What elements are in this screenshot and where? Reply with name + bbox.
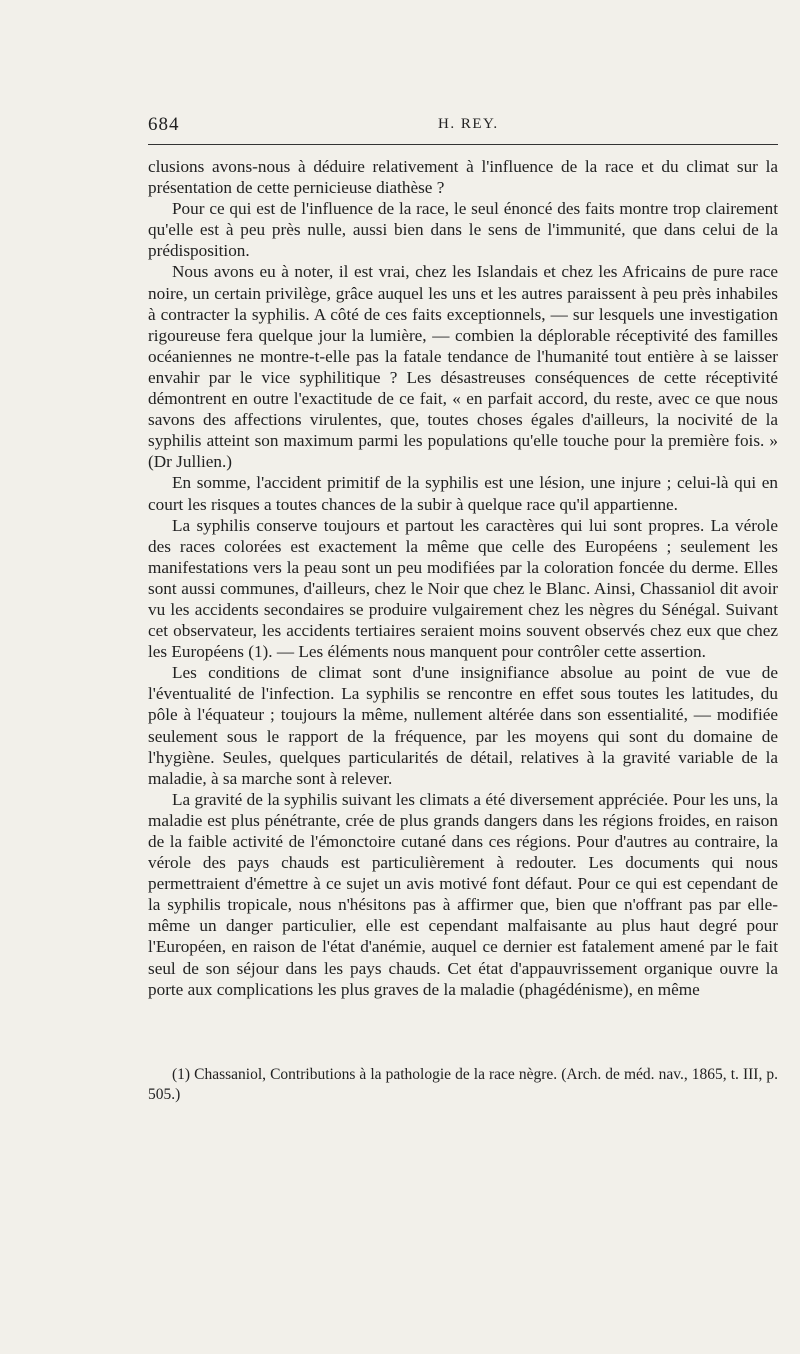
paragraph-2: Pour ce qui est de l'influence de la race, le seul énoncé des faits montre trop clairement qu'elle est à peu près nulle, aussi bien dans le sens de l'immunité, que dans celui de la prédisposition.	[148, 199, 778, 261]
paragraph-5: La syphilis conserve toujours et partout les caractères qui lui sont propres. La vérole des races colorées est exactement la même que celle des Européens ; seulement les manifestations vers la peau sont un peu modifiées par la coloration foncée du derme. Elles sont aussi communes, d'ailleurs, chez le Noir que chez le Blanc. Ainsi, Chassaniol dit avoir vu les accidents secondaires se produire vulgairement chez les nègres du Sénégal. Suivant cet observateur, les accidents tertiaires seraient moins souvent observés chez eux que chez les Européens (1). — Les éléments nous manquent pour contrôler cette assertion.	[148, 515, 778, 662]
running-title: H. REY.	[438, 116, 499, 132]
paragraph-1: clusions avons-nous à déduire relativement à l'influence de la race et du climat sur la présentation de cette pernicieuse diathèse ?	[148, 157, 778, 198]
paragraph-6: Les conditions de climat sont d'une insignifiance absolue au point de vue de l'éventualité de l'infection. La syphilis se rencontre en effet sous toutes les latitudes, du pôle à l'équateur ; toujours la même, nullement altérée dans son essentialité, — modifiée seulement sous le rapport de la fréquence, par les moyens qui sont du domaine de l'hygiène. Seules, quelques particularités de détail, relatives à la gravité variable de la maladie, à sa marche sont à relever.	[148, 663, 778, 788]
footnote-text: (1) Chassaniol, Contributions à la pathologie de la race nègre. (Arch. de méd. nav., 1865, t. III, p. 505.)	[148, 1066, 778, 1103]
paragraph-4: En somme, l'accident primitif de la syphilis est une lésion, une injure ; celui-là qui en court les risques a toutes chances de la subir à quelque race qu'il appartienne.	[148, 473, 778, 514]
paragraph-3: Nous avons eu à noter, il est vrai, chez les Islandais et chez les Africains de pure race noire, un certain privilège, grâce auquel les uns et les autres paraissent à peu près inhabiles à contracter la syphilis. A côté de ces faits exceptionnels, — sur lesquels une investigation rigoureuse fera quelque jour la lumière, — combien la déplorable réceptivité des familles océaniennes ne montre-t-elle pas la fatale tendance de l'humanité tout entière à se laisser envahir par le vice syphilitique ? Les désastreuses conséquences de cette réceptivité démontrent en outre l'exactitude de ce fait, « en parfait accord, du reste, avec ce que nous savons des affections virulentes, que, toutes choses égales d'ailleurs, la nocivité de la syphilis atteint son maximum parmi les populations qu'elle touche pour la première fois. » (Dr Jullien.)	[148, 262, 778, 472]
body-text	[148, 156, 778, 1000]
paragraph-7: La gravité de la syphilis suivant les climats a été diversement appréciée. Pour les uns, la maladie est plus pénétrante, crée de plus grands dangers dans les régions froides, en raison de la faible activité de l'émonctoire cutané dans ces régions. Pour d'autres au contraire, la vérole des pays chauds est particulièrement à redouter. Les documents qui nous permettraient d'émettre à ce sujet un avis motivé font défaut. Pour ce qui est cependant de la syphilis tropicale, nous n'hésitons pas à affirmer que, bien que n'offrant pas par elle-même un danger particulier, elle est cependant malfaisante au plus haut degré pour l'Européen, en raison de l'état d'anémie, auquel ce dernier est fatalement amené par le fait seul de son séjour dans les pays chauds. Cet état d'appauvrissement organique ouvre la porte aux complications les plus graves de la maladie (phagédénisme), en même	[148, 789, 778, 999]
page-header	[148, 114, 778, 142]
footnote	[148, 1065, 778, 1105]
header-rule	[148, 144, 778, 145]
page-number: 684	[148, 114, 180, 135]
